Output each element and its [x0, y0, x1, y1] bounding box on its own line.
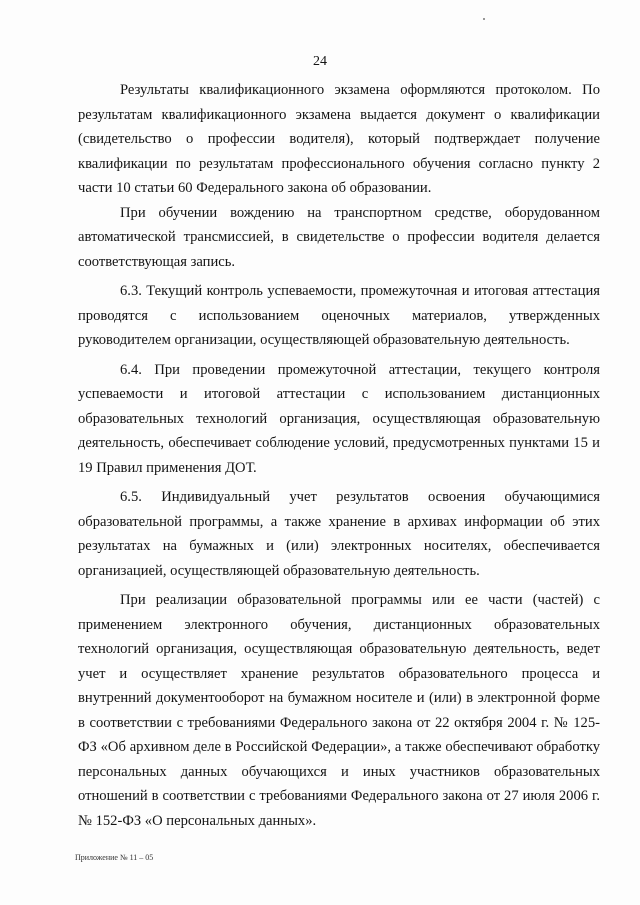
scan-speck: [483, 18, 485, 20]
footer-appendix-label: Приложение № 11 – 05: [75, 853, 154, 862]
paragraph-exam-results: Результаты квалификационного экзамена оформляются протоколом. По результатам квалификационного экзамена выдается документ о квалификации (свидетельство о профессии водителя), который подтверждает получение квалификации по результатам профессионального обучения согласно пункту 2 части 10 статьи 60 Федерального закона об образовании.: [78, 82, 600, 196]
paragraph-automatic-transmission: При обучении вождению на транспортном средстве, оборудованном автоматической трансмиссией, в свидетельстве о профессии водителя делается соответствующая запись.: [78, 204, 600, 270]
paragraph-6-3: 6.3. Текущий контроль успеваемости, промежуточная и итоговая аттестация проводятся с использованием оценочных материалов, утвержденных руководителем организации, осуществляющей образовательную деятельность.: [78, 283, 600, 348]
document-body: [78, 78, 600, 833]
paragraph-6-5: 6.5. Индивидуальный учет результатов освоения обучающимися образовательной программы, а также хранение в архивах информации об этих результатах на бумажных и (или) электронных носителях, обеспечивается организацией, осуществляющей образовательную деятельность.: [78, 489, 600, 579]
page-number: 24: [313, 54, 327, 69]
paragraph-6-4: 6.4. При проведении промежуточной аттестации, текущего контроля успеваемости и итоговой аттестации с использованием дистанционных образовательных технологий организация, осуществляющая образовательную деятельность, обеспечивает соблюдение условий, предусмотренных пунктами 15 и 19 Правил применения ДОТ.: [78, 361, 600, 476]
paragraph-e-learning-records: При реализации образовательной программы или ее части (частей) с применением электронного обучения, дистанционных образовательных технологий организация, осуществляющая образовательную деятельность, ведет учет и осуществляет хранение результатов образовательного процесса и внутренний документооборот на бумажном носителе и (или) в электронной форме в соответствии с требованиями Федерального закона от 22 октября 2004 г. № 125-ФЗ «Об архивном деле в Российской Федерации», а также обеспечивают обработку персональных данных обучающихся и иных участников образовательных отношений в соответствии с требованиями Федерального закона от 27 июля 2006 г. № 152-ФЗ «О персональных данных».: [78, 592, 600, 829]
